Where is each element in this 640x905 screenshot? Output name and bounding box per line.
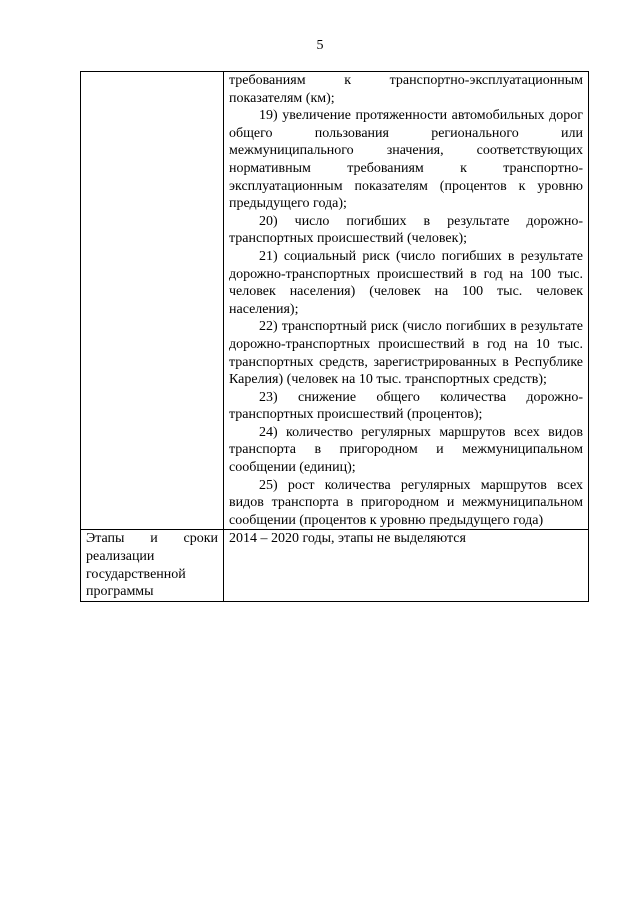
stages-label-line: государственной bbox=[86, 566, 186, 582]
page-number: 5 bbox=[316, 38, 324, 53]
indicator-paragraph: 19) увеличение протяженности автомобильных дорог общего пользования регионального или межмуниципального значения, соответствующих нормативным требованиям к транспортно-эксплуатационным показателям (процентов к уровню предыдущего года); bbox=[229, 108, 583, 212]
indicator-paragraph: 21) социальный риск (число погибших в результате дорожно-транспортных происшествий в год на 100 тыс. человек населения) (человек на 100 тыс. человек населения); bbox=[229, 248, 583, 317]
indicator-paragraph: 20) число погибших в результате дорожно-транспортных происшествий (человек); bbox=[229, 213, 583, 247]
stages-label-line: программы bbox=[86, 584, 154, 600]
indicator-paragraph: требованиям к транспортно-эксплуатационным показателям (км); bbox=[229, 73, 583, 106]
indicators-label-cell bbox=[81, 72, 224, 530]
program-passport-table bbox=[80, 71, 589, 602]
indicator-paragraph: 24) количество регулярных маршрутов всех видов транспорта в пригородном и межмуниципальном сообщении (единиц); bbox=[229, 424, 583, 476]
indicator-paragraph: 22) транспортный риск (число погибших в результате дорожно-транспортных происшествий в год на 10 тыс. транспортных средств, зарегистрированных в Республике Карелия) (человек на 10 тыс. транспортных средств); bbox=[229, 319, 583, 388]
table-row-stages bbox=[81, 530, 589, 601]
indicator-paragraph: 23) снижение общего количества дорожно-транспортных происшествий (процентов); bbox=[229, 389, 583, 423]
indicator-paragraph: 25) рост количества регулярных маршрутов всех видов транспорта в пригородном и межмуниципальном сообщении (процентов к уровню предыдущего года) bbox=[229, 477, 583, 528]
stages-value-cell: 2014 – 2020 годы, этапы не выделяются bbox=[224, 530, 589, 601]
stages-label-line: реализации bbox=[86, 549, 155, 565]
stages-label-cell bbox=[81, 530, 224, 601]
stages-label-line: Этапы и сроки bbox=[86, 531, 218, 547]
indicators-content-cell bbox=[224, 72, 589, 530]
table-row-indicators bbox=[81, 72, 589, 530]
